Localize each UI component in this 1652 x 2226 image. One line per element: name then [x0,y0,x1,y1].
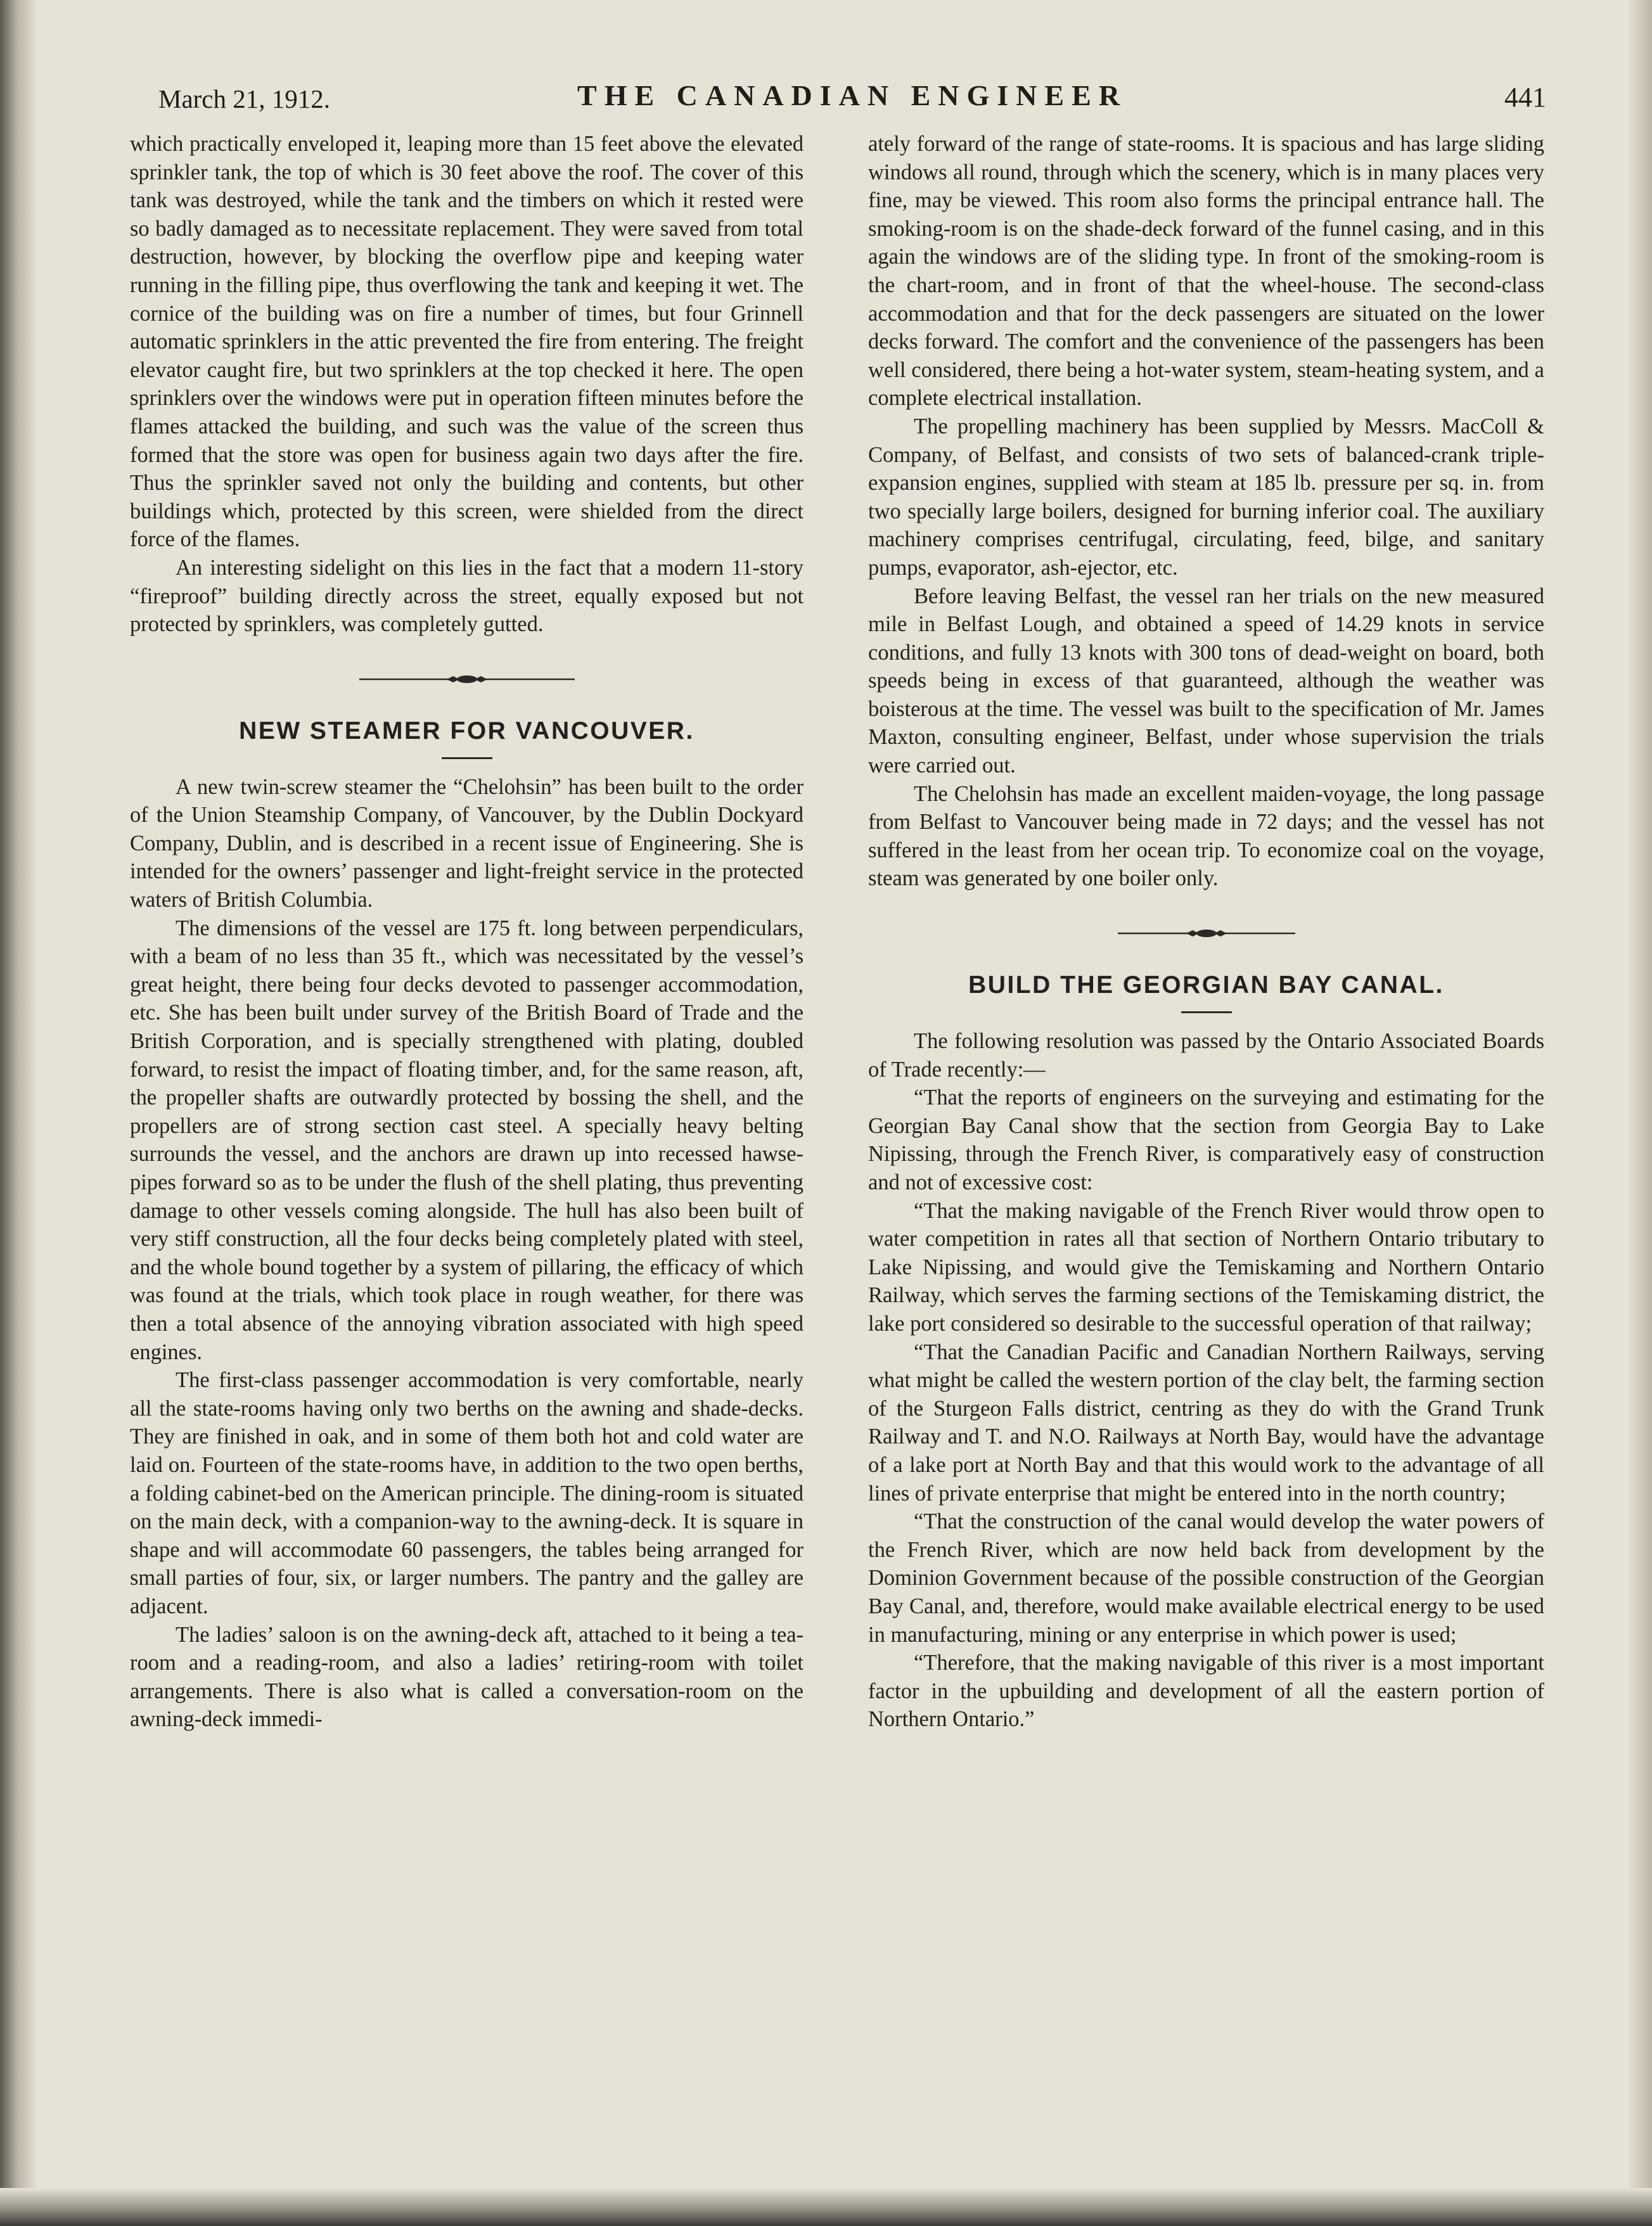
paragraph: The ladies’ saloon is on the awning-deck aft, attached to it being a tea-room and a reading-room, and also a ladies’ retiring-room with toilet arrangements. There is also what is called a conversation-room on the awning-deck immedi- [130,1622,804,1732]
paragraph: “Therefore, that the making navigable of this river is a most important factor in the upbuilding and development of all the eastern portion of Northern Ontario.” [868,1651,1544,1732]
paragraph: “That the reports of engineers on the surveying and estimating for the Georgian Bay Canal show that the section from Georgia Bay to Lake Nipissing, through the French River, is comparatively easy of construction and not of excessive cost: [868,1085,1544,1194]
header-date: March 21, 1912. [158,84,331,113]
header-title: THE CANADIAN ENGINEER [577,79,1127,112]
right-column [868,130,1544,1734]
article-headline: NEW STEAMER FOR VANCOUVER. [239,717,695,745]
paragraph: The first-class passenger accommodation is very comfortable, nearly all the state-rooms having only two berths on the awning and shade-decks. They are finished in oak, and in some of them both hot and cold water are laid on. Fourteen of the state-rooms have, in addition to the two open berths, a folding cabinet-bed on the American principle. The dining-room is situated on the main deck, with a companion-way to the awning-deck. It is square in shape and will accommodate 60 passengers, the tables being arranged for small parties of four, six, or larger numbers. The pantry and the galley are adjacent. [130,1368,804,1618]
article-headline: BUILD THE GEORGIAN BAY CANAL. [968,971,1444,999]
paragraph: which practically enveloped it, leaping more than 15 feet above the elevated sprinkler tank, the top of which is 30 feet above the roof. The cover of this tank was destroyed, while the tank and the timbers on which it rested were so badly damaged as to necessitate replacement. They were saved from total destruction, however, by blocking the overflow pipe and keeping water running in the filling pipe, thus overflowing the tank and keeping it wet. The cornice of the building was on fire a number of times, but four Grinnell automatic sprinklers in the attic prevented the fire from entering. The freight elevator caught fire, but two sprinklers at the top checked it here. The open sprinklers over the windows were put in operation fifteen minutes before the flames attacked the building, and such was the value of the screen thus formed that the store was open for business again two days after the fire. Thus the sprinkler saved not only the building and contents, but other buildings which, protected by this screen, were shielded from the direct force of the flames. [130,132,804,552]
page-bottom-edge [0,2188,1652,2226]
paragraph: An interesting sidelight on this lies in the fact that a modern 11-story “fireproof” building directly across the street, equally exposed but not protected by sprinklers, was completely gutted. [130,555,804,637]
section-divider-ornament [1118,926,1295,941]
paragraph: The dimensions of the vessel are 175 ft. long between perpendiculars, with a beam of no less than 35 ft., which was necessitated by the vessel’s great height, there being four decks devoted to passenger accommodation, etc. She has been built under survey of the British Board of Trade and the British Corporation, and is specially strengthened with plating, doubled forward, to resist the impact of floating timber, and, for the same reason, aft, the propeller shafts are outwardly protected by bossing the shell, and the propellers are of strong section cast steel. A specially heavy belting surrounds the vessel, and the anchors are drawn up into recessed hawse-pipes forward so as to be under the flush of the shell plating, thus preventing damage to other vessels coming alongside. The hull has also been built of very stiff construction, all the four decks being completely plated with steel, and the whole bound together by a system of pillaring, the efficacy of which was found at the trials, which took place in rough weather, for there was then a total absence of the annoying vibration associated with high speed engines. [130,916,804,1364]
paragraph: ately forward of the range of state-rooms. It is spacious and has large sliding windows all round, through which the scenery, which is in many places very fine, may be viewed. This room also forms the principal entrance hall. The smoking-room is on the shade-deck forward of the funnel casing, and in this again the windows are of the sliding type. In front of the smoking-room is the chart-room, and in front of that the wheel-house. The second-class accommodation and that for the deck passengers are situated on the lower decks forward. The comfort and the convenience of the passengers has been well considered, there being a hot-water system, steam-heating system, and a complete electrical installation. [868,132,1544,411]
paragraph: “That the construction of the canal would develop the water powers of the French River, which are now held back from development by the Dominion Government because of the possible construction of the Georgian Bay Canal, and, therefore, would make available electrical energy to be used in manufacturing, mining or any enterprise in which power is used; [868,1509,1544,1647]
paragraph: “That the making navigable of the French River would throw open to water competition in rates all that section of Northern Ontario tributary to Lake Nipissing, and would give the Temiskaming and Northern Ontario Railway, which serves the farming sections of the Temiskaming district, the lake port considered so desirable to the successful operation of that railway; [868,1198,1544,1336]
section-divider-ornament [359,672,575,687]
left-column [130,130,804,1734]
binding-gutter-shadow [0,0,38,2226]
page-right-edge [1627,0,1652,2226]
paragraph: “That the Canadian Pacific and Canadian Northern Railways, serving what might be called the western portion of the clay belt, the farming section of the Sturgeon Falls district, centring as they do with the Grand Trunk Railway and T. and N.O. Railways at North Bay, would have the advantage of a lake port at North Bay and that this would work to the advantage of all lines of private enterprise that might be entered into in the north country; [868,1340,1544,1506]
running-header [158,75,1546,119]
paragraph: The propelling machinery has been supplied by Messrs. MacColl & Company, of Belfast, and consists of two sets of balanced-crank triple-expansion engines, supplied with steam at 185 lb. pressure per sq. in. from two specially large boilers, designed for burning inferior coal. The auxiliary machinery comprises centrifugal, circulating, feed, bilge, and sanitary pumps, evaporator, ash-ejector, etc. [868,414,1544,580]
paragraph: Before leaving Belfast, the vessel ran her trials on the new measured mile in Belfast Lough, and obtained a speed of 14.29 knots in service conditions, and fully 13 knots with 300 tons of dead-weight on board, both speeds being in excess of that guaranteed, although the weather was boisterous at the time. The vessel was built to the specification of Mr. James Maxton, consulting engineer, Belfast, under whose supervision the trials were carried out. [868,584,1544,778]
paragraph: A new twin-screw steamer the “Chelohsin” has been built to the order of the Union Steamship Company, of Vancouver, by the Dublin Dockyard Company, Dublin, and is described in a recent issue of Engineering. She is intended for the owners’ passenger and light-freight service in the protected waters of British Columbia. [130,774,804,912]
paragraph: The Chelohsin has made an excellent maiden-voyage, the long passage from Belfast to Vancouver being made in 72 days; and the vessel has not suffered in the least from her ocean trip. To economize coal on the voyage, steam was generated by one boiler only. [868,781,1544,891]
paragraph: The following resolution was passed by the Ontario Associated Boards of Trade recently:— [868,1029,1544,1082]
header-page-number: 441 [1504,82,1546,113]
